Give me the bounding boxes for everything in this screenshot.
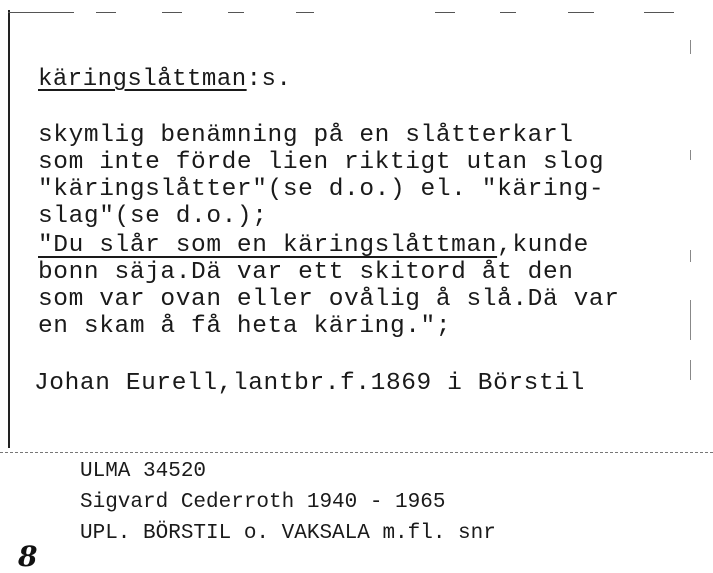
card-number: 8 — [18, 540, 38, 573]
definition-line: en skam å få heta käring."; — [38, 313, 452, 340]
definition-line: "käringslåtter"(se d.o.) el. "käring- — [38, 176, 605, 203]
archive-collector: Sigvard Cederroth 1940 - 1965 — [80, 491, 446, 514]
archive-location: UPL. BÖRSTIL o. VAKSALA m.fl. snr — [80, 522, 496, 545]
card-top-edge — [162, 12, 182, 13]
card-right-edge — [690, 250, 691, 262]
definition-line: som var ovan eller ovålig å slå.Dä var — [38, 286, 620, 313]
card-top-edge — [500, 12, 516, 13]
card-right-edge — [690, 300, 691, 340]
card-right-edge — [690, 40, 691, 54]
informant-line: Johan Eurell,lantbr.f.1869 i Börstil — [34, 370, 585, 397]
card-top-edge — [644, 12, 674, 13]
definition-line: som inte förde lien riktigt utan slog — [38, 149, 605, 176]
quote-line — [38, 232, 589, 259]
card-top-edge — [435, 12, 455, 13]
headword-main: käringslåttman — [38, 66, 247, 93]
quote-underlined: "Du slår som en käringslåttman — [38, 232, 498, 259]
card-top-edge — [228, 12, 244, 13]
card-top-edge — [8, 12, 74, 13]
card-right-edge — [690, 150, 691, 160]
card-top-edge — [568, 12, 594, 13]
definition-line: skymlig benämning på en slåtterkarl — [38, 122, 574, 149]
card-left-edge — [8, 10, 10, 448]
headword — [38, 66, 291, 93]
card-top-edge — [96, 12, 116, 13]
card-top-edge — [296, 12, 314, 13]
archive-id: ULMA 34520 — [80, 460, 207, 483]
definition-line: slag"(se d.o.); — [38, 203, 268, 230]
separator-line — [0, 452, 713, 453]
quote-continuation: ,kunde — [497, 232, 589, 259]
definition-line: bonn säja.Dä var ett skitord åt den — [38, 259, 574, 286]
headword-suffix: :s. — [246, 66, 292, 93]
card-right-edge — [690, 360, 691, 380]
